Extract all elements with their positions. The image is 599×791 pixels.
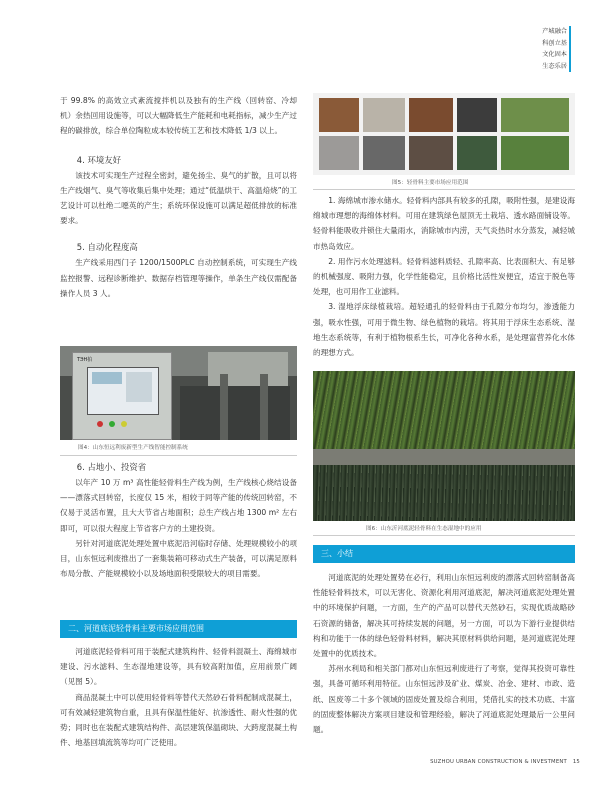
- paragraph-summary-b: 苏州水利局和相关部门都对山东恒远利废进行了考察，觉得其投资可靠性强，具备可循环利用特征。山东恒远涉及矿业、煤炭、冶金、建材、市政、造纸、医废等二十多个领域的固废处置及综合利用，凭借扎实的技术功底、丰富的固废整体解决方案项目建设和管理经验，解决了河道底泥处理最后一公里问题。: [313, 664, 575, 735]
- paragraph-automation: 生产线采用西门子 1200/1500PLC 自动控制系统，可实现生产线监控报警、远程诊断维护、数据存档管理等操作，单条生产线仅需配备操作人员 3 人。: [60, 258, 297, 298]
- side-tag-line: 文化固本: [542, 51, 567, 58]
- heading-automation: 5. 自动化程度高: [76, 242, 138, 253]
- caption-divider: [313, 535, 575, 536]
- paragraph-wetland: 3. 湿地浮床绿植栽培。超轻通孔的轻骨料由于孔隙分布均匀，渗透能力强，吸水性强，可用于微生物、绿色植物的栽培。将其用于浮床生态系统、湿地生态系统等，有利于植物根系生长，可净化各种水系，是处理富营养化水体的理想方式。: [313, 302, 575, 358]
- right-column-b: [313, 570, 575, 737]
- paragraph-footprint-a: 以年产 10 万 m³ 高性能轻骨料生产线为例，生产线核心烧结设备——漂落式回转窑，长度仅 15 米，相较于同等产能的传统回转窑，不仅易于灵活布置，且大大节省占地面积；总生产线占地 1300 m² 左右即可，可以很大程度上节省客户方的土建投资。: [60, 478, 297, 533]
- fig5-tile-wetland: [457, 136, 497, 170]
- figure-6-caption: 图6：山东沂河底泥轻骨料在生态湿地中的应用: [366, 526, 482, 532]
- fig5-tile-aggregate: [319, 98, 359, 132]
- side-tag-line: 产城融合: [542, 28, 567, 35]
- intro-paragraph: 于 99.8% 的高效立式紊流搅拌机以及独有的生产线（回转窑、冷却机）余热回用设施等，可以大幅降低生产能耗和电耗指标，减少生产过程的碳排放，综合单位陶粒成本较传统工艺和技术降低 1/3 以上。: [60, 96, 297, 136]
- side-tag-bar: [569, 26, 571, 72]
- right-column: [313, 193, 575, 360]
- panel-label: ТЭН拍: [77, 357, 93, 363]
- paragraph-summary-a: 河道底泥的处理处置势在必行，利用山东恒远利废的漂落式回转窑制备高性能轻骨料技术，可以无害化、资源化利用河道底泥，解决河道底泥处理处置中的环境保护问题，一方面，生产的产品可以替代天然砂石，实现优质战略砂石资源的储备，解决其可持续发展的问题，另一方面，可以为下游行业提供结构和功能于一体的绿色轻骨料材料，解决其原材料供给问题，是河道底泥处理处置中的优质技术。: [313, 573, 575, 659]
- fig5-tile-green-roof: [501, 98, 569, 132]
- left-column-c: [60, 644, 297, 750]
- figure-5-image: [313, 93, 575, 175]
- left-column: [60, 93, 297, 301]
- fig5-tile-pavement: [409, 136, 453, 170]
- paragraph-env: 该技术可实现生产过程全密封，避免扬尘、臭气的扩散，且可以将生产线烟气、臭气等收集后集中处理；通过“低温烘干、高温焙烧”的工艺设计可以杜绝二噁英的产生；系统环保设施可以满足超低排放的标准要求。: [60, 170, 297, 226]
- fig5-tile-panel: [457, 98, 497, 132]
- side-tag-line: 生态乐居: [542, 62, 567, 70]
- side-tag: [515, 26, 567, 72]
- side-tag-line: 科创立基: [542, 39, 567, 47]
- floating-bed: [313, 449, 575, 465]
- paragraph-market-a: 河道底泥轻骨料可用于装配式建筑构件、轻骨料混凝土、海绵城市建设、污水滤料、生态湿地建设等，具有较高附加值，应用前景广阔（见图 5）。: [60, 647, 297, 687]
- heading-env: 4. 环境友好: [76, 154, 121, 165]
- section-2-header: 二、河道底泥轻骨料主要市场应用范围: [60, 620, 297, 638]
- fig5-tile-planting: [501, 136, 569, 170]
- figure-4-image: [60, 346, 297, 440]
- paragraph-market-b: 商品混凝土中可以使用轻骨料等替代天然砂石骨料配制成混凝土，可有效减轻建筑物自重，且具有保温性能好、抗渗透性、耐火性强的优势；同时也在装配式建筑结构件、高层建筑保温砌块、大跨度混凝土构件、地基回填流筑等均可广泛使用。: [60, 692, 297, 748]
- page-number: 15: [572, 759, 580, 765]
- fig5-tile-aggregate-closeup: [409, 98, 453, 132]
- fig5-tile-blocks: [363, 98, 405, 132]
- caption-divider: [313, 189, 575, 190]
- section-3-header: 三、小结: [313, 545, 575, 563]
- figure-6-image: [313, 371, 575, 521]
- fig5-tile-slab: [363, 136, 405, 170]
- paragraph-footprint-b: 另针对河道底泥处理处置中底泥沿河临时存储、处理规模较小的项目，山东恒远利废推出了一套集装箱可移动式生产装备，可以满足原料布局分散、产能规模较小以及场地面积受限较大的项目需要。: [60, 538, 297, 579]
- control-panel: [72, 352, 172, 440]
- panel-indicator-yellow: [121, 421, 127, 427]
- panel-indicator-green: [109, 421, 115, 427]
- caption-divider: [60, 455, 297, 456]
- fig5-tile-wall: [319, 136, 359, 170]
- figure-5-caption: 图5：轻骨料主要市场应用范围: [392, 180, 469, 186]
- water-roots: [313, 465, 575, 521]
- heading-footprint: 6. 占地小、投资省: [76, 462, 147, 472]
- figure-4-caption: 图4：山东恒远利废新型生产线智能控制系统: [78, 445, 188, 451]
- footer-text: SUZHOU URBAN CONSTRUCTION & INVESTMENT: [430, 759, 567, 765]
- panel-screen: [87, 367, 159, 415]
- panel-indicator-red: [97, 421, 103, 427]
- left-column-b: [60, 460, 297, 581]
- reeds: [313, 371, 575, 451]
- paragraph-filter: 2. 用作污水处理滤料。轻骨料滤料质轻、孔隙率高、比表面积大、有足够的机械强度、吸附力强，化学性能稳定，且价格比活性炭便宜，适宜于脱色等处理，也可用作工业滤料。: [313, 256, 575, 297]
- footer: [410, 759, 580, 765]
- paragraph-sponge-city: 1. 海绵城市渗水储水。轻骨料内部具有较多的孔隙，吸附性强，是建设海绵城市理想的海绵体材料。可用在建筑绿色屋顶无土栽培、透水路面铺设等。轻骨料能吸收并锁住大量雨水，消除城市内涝，天气炎热时水分蒸发，减轻城市热岛效应。: [313, 196, 575, 251]
